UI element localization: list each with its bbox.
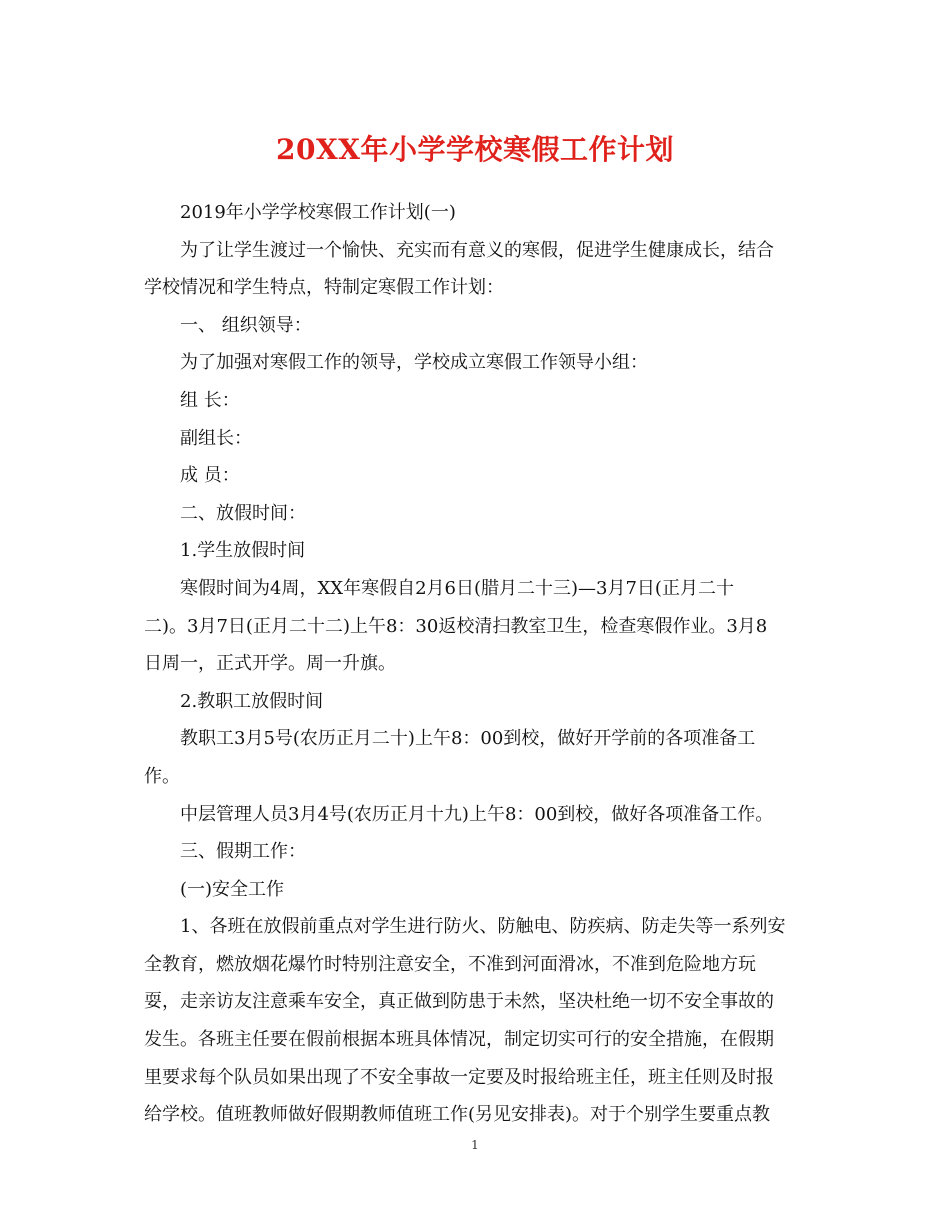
paragraph-line: 组 长： — [180, 389, 240, 411]
section-heading: 三、假期工作： — [180, 841, 306, 863]
paragraph-line: 2019年小学学校寒假工作计划(一) — [180, 202, 456, 223]
paragraph-line: 中层管理人员3月4号(农历正月十九)上午8：00到校，做好各项准备工作。 — [180, 803, 774, 825]
paragraph-line: 副组长： — [180, 427, 252, 449]
paragraph-line: 耍，走亲访友注意乘车安全，真正做到防患于未然，坚决杜绝一切不安全事故的 — [144, 991, 774, 1013]
paragraph-line: 为了让学生渡过一个愉快、充实而有意义的寒假，促进学生健康成长，结合 — [180, 239, 774, 261]
paragraph-line: 1、各班在放假前重点对学生进行防火、防触电、防疾病、防走失等一系列安 — [180, 916, 786, 938]
subsection-heading: (一)安全工作 — [180, 878, 285, 900]
paragraph-line: 为了加强对寒假工作的领导，学校成立寒假工作领导小组： — [180, 352, 648, 374]
paragraph-line: 学校情况和学生特点，特制定寒假工作计划： — [144, 277, 504, 299]
paragraph-line: 日周一，正式开学。周一升旗。 — [144, 653, 396, 675]
paragraph-line: 发生。各班主任要在假前根据本班具体情况，制定切实可行的安全措施，在假期 — [144, 1029, 774, 1051]
paragraph-line: 教职工3月5号(农历正月二十)上午8：00到校，做好开学前的各项准备工 — [180, 728, 756, 750]
section-heading: 二、放假时间： — [180, 502, 306, 524]
subsection-heading: 2.教职工放假时间 — [180, 690, 324, 712]
paragraph-line: 成 员： — [180, 465, 240, 487]
paragraph-line: 全教育，燃放烟花爆竹时特别注意安全，不准到河面滑冰，不准到危险地方玩 — [144, 953, 756, 975]
paragraph-line: 寒假时间为4周，XX年寒假自2月6日(腊月二十三)—3月7日(正月二十 — [180, 577, 734, 599]
page-number: 1 — [471, 1138, 479, 1152]
section-heading: 一、 组织领导： — [180, 314, 312, 336]
subsection-heading: 1.学生放假时间 — [180, 540, 306, 562]
document-title: 20XX年小学学校寒假工作计划 — [276, 133, 674, 166]
document-body — [144, 194, 804, 1134]
paragraph-line: 作。 — [144, 765, 180, 787]
paragraph-line: 里要求每个队员如果出现了不安全事故一定要及时报给班主任，班主任则及时报 — [144, 1066, 774, 1088]
paragraph-line: 二)。3月7日(正月二十二)上午8：30返校清扫教室卫生，检查寒假作业。3月8 — [144, 615, 768, 637]
paragraph-line: 给学校。值班教师做好假期教师值班工作(另见安排表)。对于个别学生要重点教 — [144, 1104, 771, 1126]
